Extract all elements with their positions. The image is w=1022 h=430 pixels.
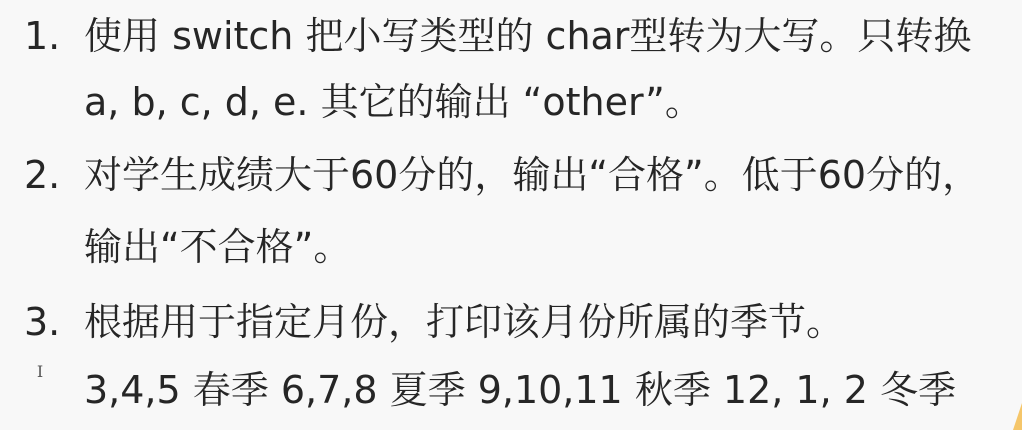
- corner-accent-icon: [1013, 403, 1022, 430]
- exercise-3-line-1: [0, 286, 1022, 358]
- exercise-1-line-2: [0, 66, 1022, 138]
- exercise-1-line-1: [0, 0, 1022, 72]
- exercise-2-number: 2.: [24, 153, 61, 197]
- exercise-3-text-line-2: 3,4,5 春季 6,7,8 夏季 9,10,11 秋季 12, 1, 2 冬季: [84, 368, 956, 412]
- exercise-3-text-line-1: 根据用于指定月份，打印该月份所属的季节。: [84, 300, 845, 344]
- exercise-1-number: 1.: [24, 14, 61, 58]
- exercise-2-text-line-1: 对学生成绩大于60分的，输出“合格”。低于60分的，: [84, 153, 981, 197]
- text-cursor-icon: I: [36, 362, 44, 381]
- exercise-3-number: 3.: [24, 300, 61, 344]
- exercise-2-text-line-2: 输出“不合格”。: [84, 225, 352, 269]
- exercise-1-text-line-2: a, b, c, d, e. 其它的输出 “other”。: [84, 80, 703, 124]
- exercise-3-line-2: [0, 354, 1022, 426]
- exercise-2-line-1: [0, 139, 1022, 211]
- exercise-2-line-2: [0, 211, 1022, 283]
- exercise-1-text-line-1: 使用 switch 把小写类型的 char型转为大写。只转换: [84, 14, 972, 58]
